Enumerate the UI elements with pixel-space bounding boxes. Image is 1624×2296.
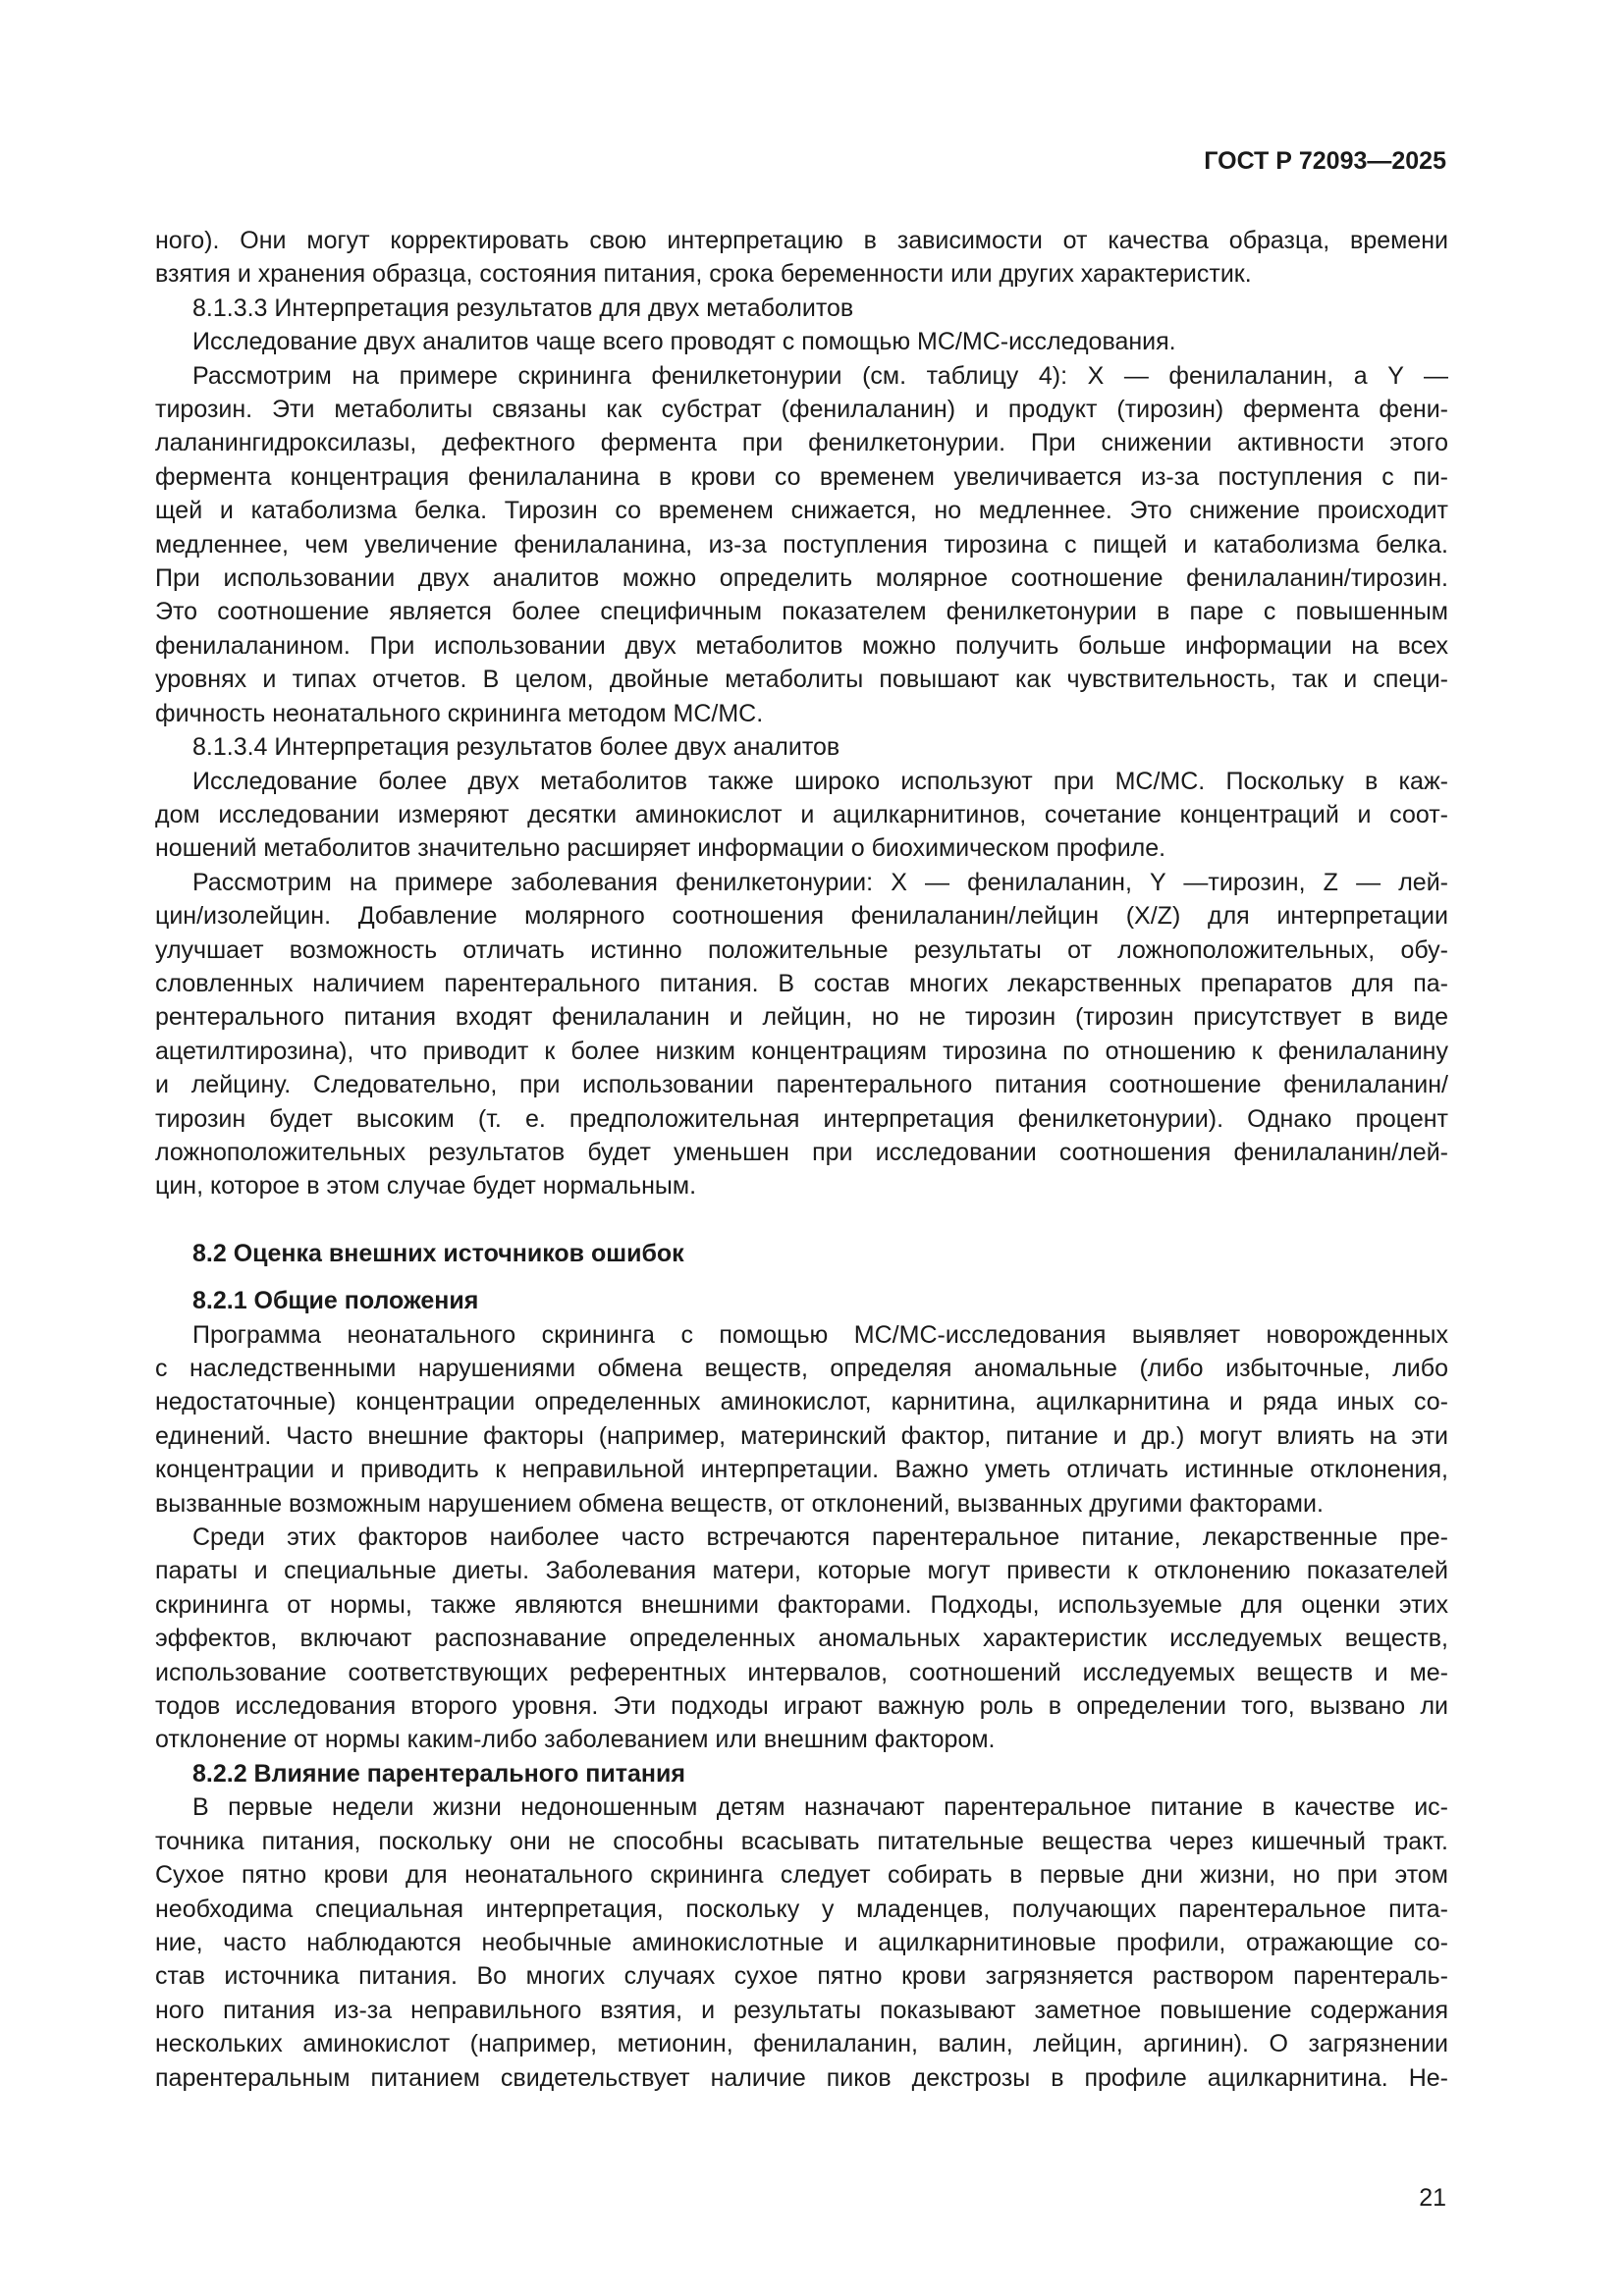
text-line: Сухое пятно крови для неонатального скрининга следует собирать в первые дни жизни, но при этом [155,1861,1448,1890]
section-spacer [155,1270,1448,1284]
text-line: ацетилтирозина), что приводит к более низким концентрациям тирозина по отношению к фенилаланину [155,1037,1448,1065]
subsection-heading: 8.2.2 Влияние парентерального питания [192,1759,685,1788]
text-line: концентрации и приводить к неправильной интерпретации. Важно уметь отличать истинные отклонения, [155,1456,1448,1484]
text-line: став источника питания. Во многих случаях сухое пятно крови загрязняется раствором парентераль- [155,1962,1448,1991]
text-line: улучшает возможность отличать истинно положительные результаты от ложноположительных, обу- [155,935,1448,964]
text-line: Среди этих факторов наиболее часто встречаются парентеральное питание, лекарственные пре- [192,1523,1448,1552]
text-line: параты и специальные диеты. Заболевания матери, которые могут привести к отклонению показателей [155,1557,1448,1585]
text-line: ношений метаболитов значительно расширяет информации о биохимическом профиле. [155,834,1166,863]
text-line: фермента концентрация фенилаланина в крови со временем увеличивается из-за поступления с пи- [155,462,1448,491]
text-line: с наследственными нарушениями обмена веществ, определяя аномальные (либо избыточные, либо [155,1355,1448,1382]
subsection-heading: 8.2.1 Общие положения [192,1287,479,1315]
text-line: Программа неонатального скрининга с помощью МС/МС-исследования выявляет новорожденных [192,1320,1448,1349]
text-line: щей и катаболизма белка. Тирозин со временем снижается, но медленнее. Это снижение происходит [155,497,1448,525]
text-line: В первые недели жизни недоношенным детям назначают парентеральное питание в качестве ис- [192,1793,1448,1822]
text-line: эффектов, включают распознавание определенных аномальных характеристик исследуемых веществ, [155,1625,1448,1653]
text-line: отклонение от нормы каким-либо заболеванием или внешним фактором. [155,1726,996,1754]
text-line: Исследование более двух метаболитов также широко используют при МС/МС. Поскольку в каж- [192,767,1448,795]
text-line: Исследование двух аналитов чаще всего проводят с помощью МС/МС-исследования. [192,328,1176,356]
text-line: лаланингидроксилазы, дефектного фермента при фенилкетонурии. При снижении активности этого [155,429,1448,457]
text-line: точника питания, поскольку они не способны всасывать питательные вещества через кишечный тракт. [155,1827,1448,1855]
text-line: недостаточные) концентрации определенных аминокислот, карнитина, ацилкарнитина и ряда иных со- [155,1388,1448,1416]
text-line: фичность неонатального скрининга методом МС/МС. [155,699,764,727]
text-line: использование соответствующих референтных интервалов, соотношений исследуемых веществ и ме- [155,1658,1448,1686]
text-line: тодов исследования второго уровня. Эти подходы играют важную роль в определении того, вызвано ли [155,1692,1448,1721]
text-line: фенилаланином. При использовании двух метаболитов можно получить больше информации на всех [155,631,1448,660]
text-line: вызванные возможным нарушением обмена веществ, от отклонений, вызванных другими факторами. [155,1489,1324,1518]
section-spacer [155,1203,1448,1237]
text-line: взятия и хранения образца, состояния питания, срока беременности или других характеристик. [155,260,1252,289]
text-line: цин/изолейцин. Добавление молярного соотношения фенилаланин/лейцин (X/Z) для интерпретации [155,902,1448,931]
text-line: Рассмотрим на примере скрининга фенилкетонурии (см. таблицу 4): X — фенилаланин, а Y — [192,361,1448,390]
page-number: 21 [1419,2184,1446,2212]
text-line: единений. Часто внешние факторы (например, материнский фактор, питание и др.) могут влиять на эти [155,1421,1448,1450]
subsection-heading: 8.1.3.4 Интерпретация результатов более двух аналитов [192,733,840,762]
document-body [155,224,1448,2095]
text-line: словленных наличием парентерального питания. В состав многих лекарственных препаратов для па- [155,969,1448,997]
text-line: тирозин. Эти метаболиты связаны как субстрат (фенилаланин) и продукт (тирозин) фермента фени- [155,396,1448,424]
text-line: цин, которое в этом случае будет нормальным. [155,1172,697,1201]
subsection-heading: 8.1.3.3 Интерпретация результатов для двух метаболитов [192,294,854,322]
text-line: парентеральным питанием свидетельствует наличие пиков декстрозы в профиле ацилкарнитина. Не- [155,2063,1448,2092]
text-line: ложноположительных результатов будет уменьшен при исследовании соотношения фенилаланин/лей- [155,1138,1448,1166]
text-line: Это соотношение является более специфичным показателем фенилкетонурии в паре с повышенным [155,598,1448,626]
text-line: рентерального питания входят фенилаланин и лейцин, но не тирозин (тирозин присутствует в виде [155,1003,1448,1032]
text-line: необходима специальная интерпретация, поскольку у младенцев, получающих парентеральное пита- [155,1895,1448,1923]
document-header: ГОСТ Р 72093—2025 [1204,147,1446,175]
text-line: ного). Они могут корректировать свою интерпретацию в зависимости от качества образца, времени [155,227,1448,254]
text-line: нескольких аминокислот (например, метионин, фенилаланин, валин, лейцин, аргинин). О загрязнении [155,2030,1448,2058]
section-heading: 8.2 Оценка внешних источников ошибок [192,1239,684,1267]
text-line: Рассмотрим на примере заболевания фенилкетонурии: X — фенилаланин, Y —тирозин, Z — лей- [192,868,1448,896]
text-line: медленнее, чем увеличение фенилаланина, из-за поступления тирозина с пищей и катаболизма белка. [155,530,1448,559]
text-line: При использовании двух аналитов можно определить молярное соотношение фенилаланин/тирозин. [155,564,1448,593]
text-line: тирозин будет высоким (т. е. предположительная интерпретация фенилкетонурии). Однако процент [155,1104,1448,1133]
text-line: ние, часто наблюдаются необычные аминокислотные и ацилкарнитиновые профили, отражающие со- [155,1928,1448,1956]
text-line: ного питания из-за неправильного взятия, и результаты показывают заметное повышение содержания [155,1996,1448,2024]
text-line: дом исследовании измеряют десятки аминокислот и ацилкарнитинов, сочетание концентраций и соот- [155,800,1448,828]
text-line: скрининга от нормы, также являются внешними факторами. Подходы, используемые для оценки этих [155,1590,1448,1619]
text-line: уровнях и типах отчетов. В целом, двойные метаболиты повышают как чувствительность, так и специ- [155,666,1448,694]
text-line: и лейцину. Следовательно, при использовании парентерального питания соотношение фенилаланин/ [155,1071,1448,1099]
